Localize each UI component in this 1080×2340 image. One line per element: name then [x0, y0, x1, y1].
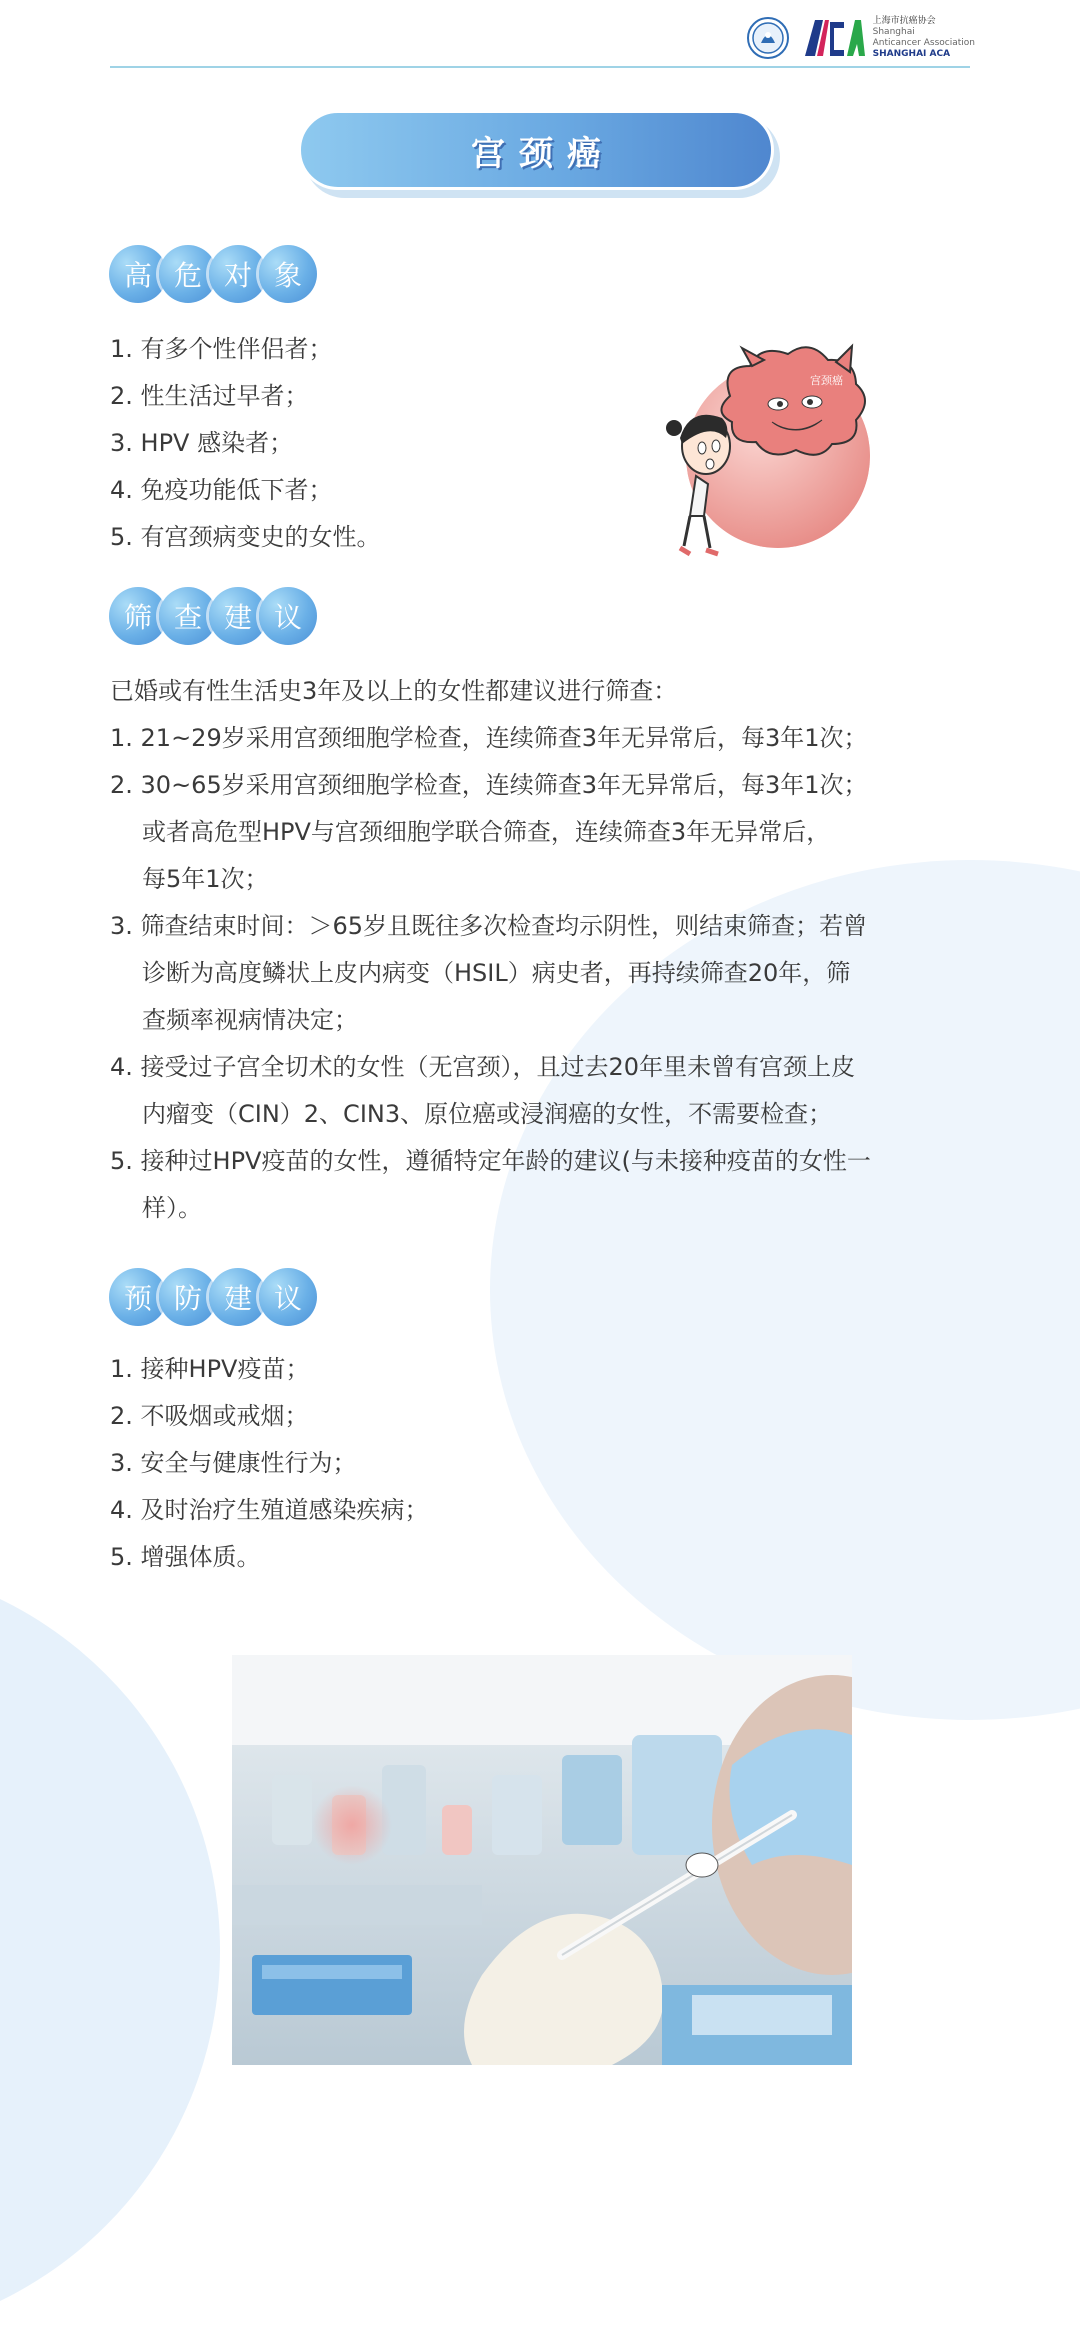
list-item: 4. 及时治疗生殖道感染疾病； — [110, 1496, 429, 1524]
heading-char: 危 — [159, 245, 217, 303]
cartoon-label: 宫颈癌 — [810, 374, 843, 387]
list-item: 4. 接受过子宫全切术的女性（无宫颈），且过去20年里未曾有宫颈上皮 — [110, 1053, 856, 1081]
list-item-continuation: 查频率视病情决定； — [142, 1006, 358, 1034]
list-item: 1. 接种HPV疫苗； — [110, 1355, 310, 1383]
heading-char: 查 — [159, 587, 217, 645]
heading-char: 高 — [109, 245, 167, 303]
cervical-cancer-cartoon — [660, 326, 890, 566]
heading-char: 议 — [259, 587, 317, 645]
list-item-continuation: 每5年1次； — [142, 865, 269, 893]
section-heading-high-risk — [109, 245, 309, 303]
heading-char: 对 — [209, 245, 267, 303]
aca-abbr: SHANGHAI ACA — [872, 49, 951, 59]
list-item: 1. 21~29岁采用宫颈细胞学检查，连续筛查3年无异常后，每3年1次； — [110, 724, 868, 752]
background-arc-left — [0, 1560, 220, 2340]
list-item: 5. 增强体质。 — [110, 1543, 261, 1571]
list-item: 3. HPV 感染者； — [110, 429, 294, 457]
list-item-continuation: 或者高危型HPV与宫颈细胞学联合筛查，连续筛查3年无异常后， — [142, 818, 831, 846]
section-heading-screening — [109, 587, 309, 645]
heading-char: 象 — [259, 245, 317, 303]
title-pill — [298, 110, 774, 190]
header-logos — [747, 16, 975, 60]
association-emblem-icon — [747, 17, 789, 59]
heading-char: 建 — [209, 1268, 267, 1326]
list-item: 2. 30~65岁采用宫颈细胞学检查，连续筛查3年无异常后，每3年1次； — [110, 771, 868, 799]
heading-char: 议 — [259, 1268, 317, 1326]
list-item-continuation: 样）。 — [142, 1194, 202, 1222]
heading-char: 防 — [159, 1268, 217, 1326]
heading-char: 预 — [109, 1268, 167, 1326]
screening-intro: 已婚或有性生活史3年及以上的女性都建议进行筛查： — [110, 677, 678, 705]
list-item-continuation: 诊断为高度鳞状上皮内病变（HSIL）病史者，再持续筛查20年，筛 — [142, 959, 851, 987]
heading-char: 筛 — [109, 587, 167, 645]
list-item-continuation: 内瘤变（CIN）2、CIN3、原位癌或浸润癌的女性，不需要检查； — [142, 1100, 833, 1128]
page-title: 宫颈癌 — [471, 133, 615, 174]
list-item: 2. 性生活过早者； — [110, 382, 309, 410]
aca-name-en-1: Shanghai — [872, 27, 915, 37]
section-heading-prevention — [109, 1268, 309, 1326]
aca-name-cn: 上海市抗癌协会 — [872, 16, 936, 26]
list-item: 4. 免疫功能低下者； — [110, 476, 333, 504]
list-item: 2. 不吸烟或戒烟； — [110, 1402, 309, 1430]
aca-name-en-2: Anticancer Association — [872, 38, 975, 48]
list-item: 3. 筛查结束时间：＞65岁且既往多次检查均示阴性，则结束筛查；若曾 — [110, 912, 868, 940]
aca-logo-icon — [803, 18, 867, 58]
heading-char: 建 — [209, 587, 267, 645]
header-divider — [110, 66, 970, 68]
lab-photo — [232, 1655, 852, 2065]
list-item: 1. 有多个性伴侣者； — [110, 335, 333, 363]
list-item: 3. 安全与健康性行为； — [110, 1449, 357, 1477]
list-item: 5. 接种过HPV疫苗的女性，遵循特定年龄的建议(与未接种疫苗的女性一 — [110, 1147, 871, 1175]
list-item: 5. 有宫颈病变史的女性。 — [110, 523, 381, 551]
